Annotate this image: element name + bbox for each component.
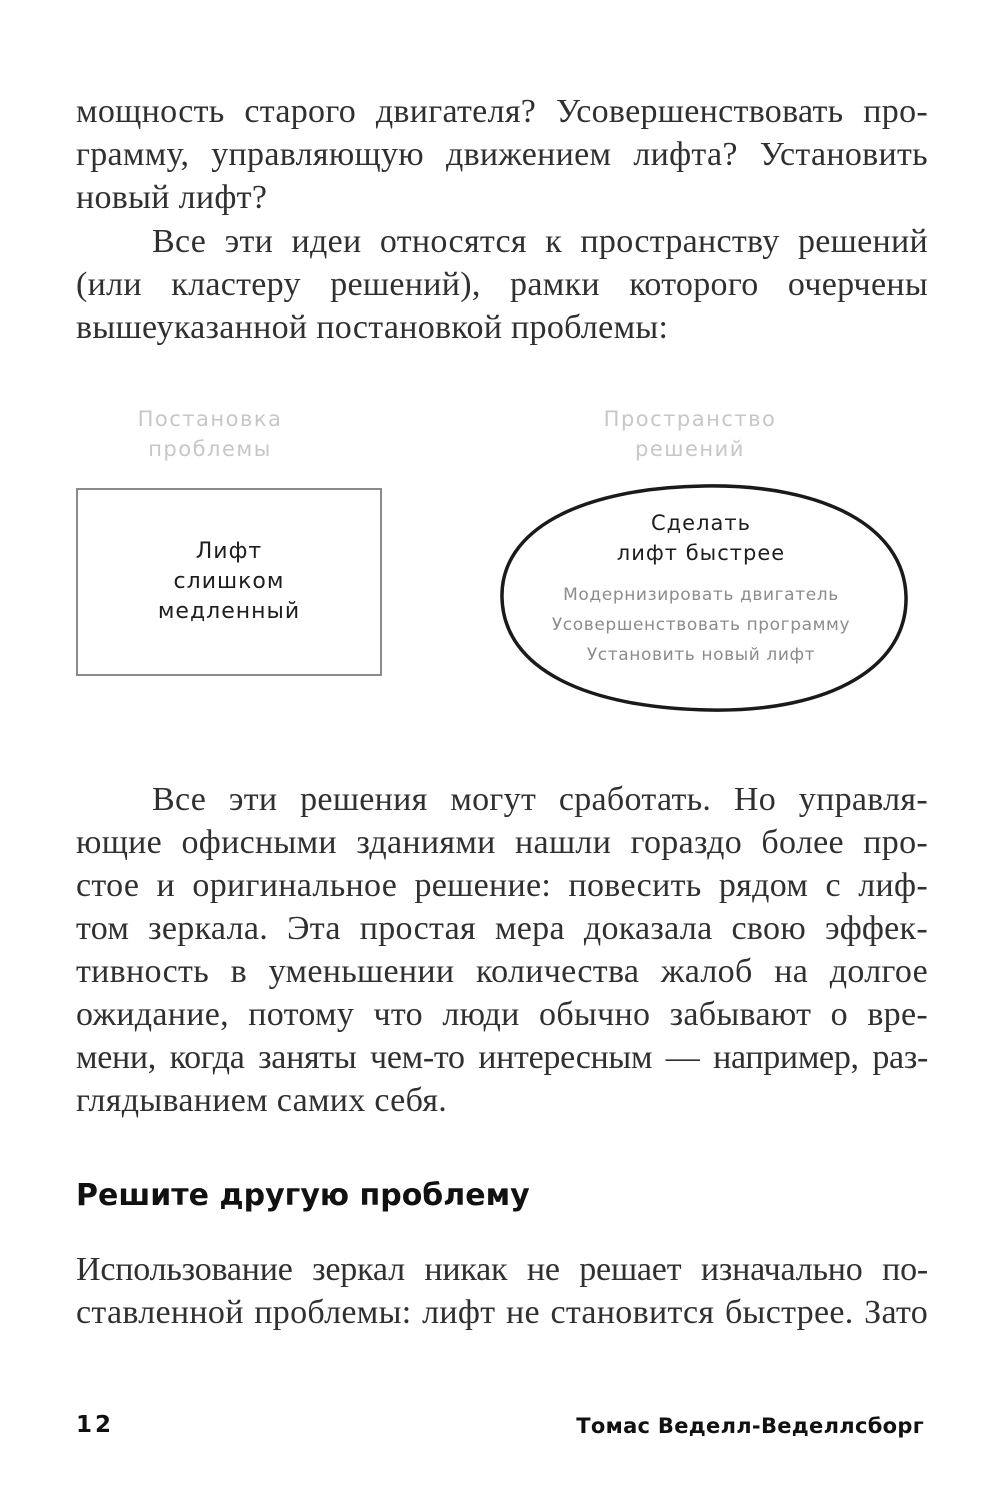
text-line: стое и оригинальное решение: повесить рядом с лиф- bbox=[76, 867, 928, 904]
text-line: ющие офисными зданиями нашли гораздо более про- bbox=[76, 824, 928, 861]
page-number: 12 bbox=[76, 1412, 115, 1438]
text-line: (или кластеру решений), рамки которого очерчены bbox=[76, 266, 928, 303]
paragraph-3 bbox=[76, 778, 928, 1122]
text-line: ожидание, потому что люди обычно забывают о вре- bbox=[76, 996, 928, 1033]
text-line: том зеркала. Эта простая мера доказала свою эффек- bbox=[76, 910, 928, 947]
text-line: тивность в уменьшении количества жалоб на долгое bbox=[76, 953, 928, 990]
solution-option: Установить новый лифт bbox=[586, 645, 816, 665]
text-line: мени, когда заняты чем-то интересным — например, раз- bbox=[76, 1039, 928, 1076]
paragraph-4 bbox=[76, 1248, 928, 1334]
text-line: новый лифт? bbox=[76, 179, 268, 216]
solution-title: Сделать лифт быстрее bbox=[616, 511, 786, 565]
paragraph-2 bbox=[76, 220, 928, 349]
problem-solution-diagram bbox=[0, 390, 1000, 730]
paragraph-1 bbox=[76, 90, 928, 219]
text-line: глядыванием самих себя. bbox=[76, 1082, 448, 1119]
solution-space-content bbox=[500, 508, 902, 670]
text-line: Все эти идеи относятся к пространству решений bbox=[152, 223, 928, 260]
text-line: Все эти решения могут сработать. Но управля- bbox=[152, 781, 928, 818]
problem-statement: Лифт слишком медленный bbox=[157, 539, 301, 624]
problem-caption: Постановка проблемы bbox=[137, 407, 283, 461]
text-line: мощность старого двигателя? Усовершенствовать про- bbox=[76, 93, 928, 130]
solution-space-caption: Пространство решений bbox=[603, 407, 777, 461]
text-line: вышеуказанной постановкой проблемы: bbox=[76, 309, 669, 346]
problem-box bbox=[76, 488, 382, 676]
text-line: Использование зеркал никак не решает изначально по- bbox=[76, 1251, 928, 1288]
section-heading: Решите другую проблему bbox=[76, 1178, 530, 1213]
solution-options bbox=[500, 580, 902, 670]
solution-option: Усовершенствовать программу bbox=[551, 615, 851, 635]
text-line: ставленной проблемы: лифт не становится быстрее. Зато bbox=[76, 1294, 928, 1331]
solution-option: Модернизировать двигатель bbox=[563, 585, 839, 605]
text-line: грамму, управляющую движением лифта? Установить bbox=[76, 136, 928, 173]
running-footer-author: Томас Веделл-Веделлсборг bbox=[576, 1414, 924, 1438]
